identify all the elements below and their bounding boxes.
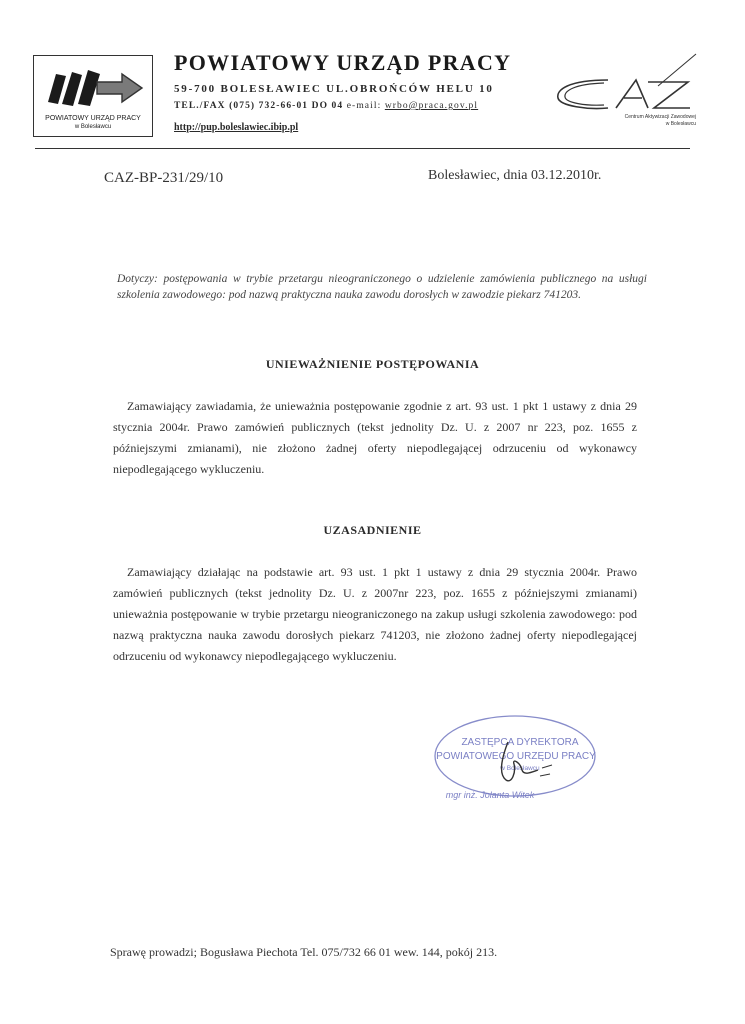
contact-footer: Sprawę prowadzi; Bogusława Piechota Tel. 075/732 66 01 wew. 144, pokój 213. bbox=[110, 945, 498, 959]
org-phone: TEL./FAX (075) 732-66-01 DO 04 bbox=[174, 101, 344, 111]
org-address: 59-700 BOLESŁAWIEC UL.OBROŃCÓW HELU 10 bbox=[174, 83, 494, 95]
document-reference: CAZ-BP-231/29/10 bbox=[104, 170, 224, 186]
org-email-link[interactable]: wrbo@praca.gov.pl bbox=[384, 101, 479, 111]
caz-logo bbox=[548, 50, 698, 121]
justification-paragraph: Zamawiający działając na podstawie art. 93 ust. 1 pkt 1 ustawy z dnia 29 stycznia 2004r. Prawo zamówień publicznych (tekst jednolity Dz. U. z 2007nr 223, poz. 1655 z późniejszymi zmianami) unieważnia postępowanie w trybie przetargu nieograniczonego na zakup usługi szkolenia zawodowego: pod nazwą praktyczna nauka zawodu dorosłych piekarz 741203, nie złożono żadnej oferty niepodlegającej odrzuceniu od wykonawcy niepodlegającego wykluczeniu. bbox=[113, 565, 637, 663]
annulment-paragraph: Zamawiający zawiadamia, że unieważnia postępowanie zgodnie z art. 93 ust. 1 pkt 1 ustawy z dnia 29 stycznia 2004r. Prawo zamówień publicznych (tekst jednolity Dz. U. z 2007 nr 223, poz. 1655 z późniejszymi zmianami), nie złożono żadnej oferty niepodlegającej odrzuceniu od wykonawcy niepodlegającego wykluczeniu. bbox=[113, 399, 637, 476]
org-name: POWIATOWY URZĄD PRACY bbox=[174, 50, 512, 75]
stamp-line1: ZASTĘPCA DYREKTORA bbox=[461, 737, 579, 748]
stamp-line2: POWIATOWEGO URZĘDU PRACY bbox=[436, 751, 596, 762]
email-label: e-mail: bbox=[346, 101, 382, 111]
header-divider bbox=[35, 148, 690, 149]
section-heading-annulment: UNIEWAŻNIENIE POSTĘPOWANIA bbox=[265, 357, 480, 371]
caz-logo-icon bbox=[548, 50, 698, 116]
org-website-link[interactable]: http://pup.boleslawiec.ibip.pl bbox=[174, 122, 299, 133]
official-stamp bbox=[420, 712, 610, 817]
document-date: Bolesławiec, dnia 03.12.2010r. bbox=[428, 168, 602, 183]
section-heading-justification: UZASADNIENIE bbox=[323, 523, 422, 537]
stamp-line3: w Bolesławcu bbox=[500, 765, 540, 772]
logo-caption: POWIATOWY URZĄD PRACY bbox=[45, 115, 141, 122]
logo-caption-city: w Bolesławcu bbox=[74, 124, 112, 130]
stamp-signer: mgr inż. Jolanta Witek bbox=[445, 790, 535, 800]
caz-subtitle: Centrum Aktywizacji Zawodowej w Bolesławcu bbox=[624, 114, 696, 127]
document-subject: Dotyczy: postępowania w trybie przetargu nieograniczonego o udzielenie zamówienia publicznego na usługi szkolenia zawodowego: pod nazwą praktyczna nauka zawodu dorosłych w zawodzie piekarz 741203. bbox=[117, 273, 647, 301]
pup-logo bbox=[33, 55, 153, 137]
stamp-signature-icon bbox=[420, 712, 610, 812]
org-contact bbox=[174, 101, 478, 111]
pup-logo-icon bbox=[42, 62, 146, 112]
